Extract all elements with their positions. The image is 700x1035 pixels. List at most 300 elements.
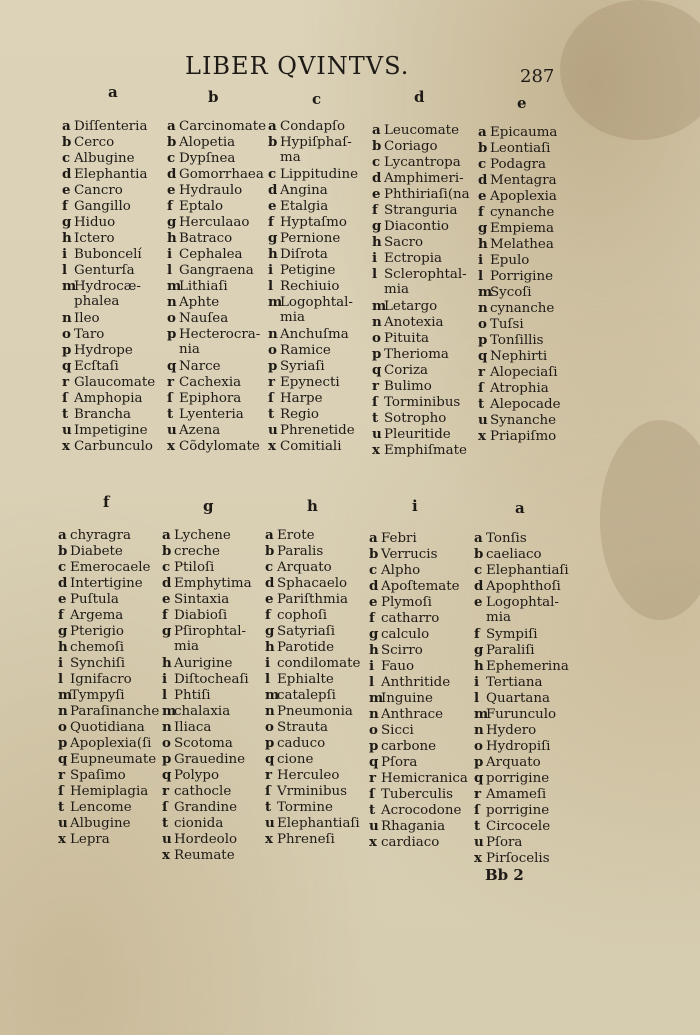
entry-letter: b — [474, 546, 484, 562]
index-entry — [62, 326, 104, 343]
index-entry — [478, 172, 557, 189]
entry-text: Pirſocelis — [486, 851, 550, 866]
index-entry — [372, 346, 449, 363]
entry-letter: n — [474, 722, 484, 738]
index-entry — [167, 246, 243, 263]
entry-letter: x — [265, 831, 273, 847]
entry-letter: d — [372, 170, 382, 186]
entry-letter: l — [162, 687, 168, 703]
index-entry — [167, 342, 200, 358]
entry-letter: ſ — [162, 799, 168, 815]
entry-text: Tormine — [277, 800, 333, 815]
index-entry — [268, 422, 355, 439]
entry-text: Rechiuio — [280, 279, 340, 294]
index-entry — [58, 735, 151, 752]
entry-letter: n — [478, 300, 488, 316]
entry-letter: e — [265, 591, 274, 607]
index-entry — [478, 140, 550, 157]
entry-letter: r — [268, 374, 276, 390]
column-letter: h — [307, 497, 318, 515]
entry-text: Phrenetide — [280, 423, 355, 438]
entry-letter: r — [162, 783, 170, 799]
entry-letter: p — [167, 326, 177, 342]
index-entry — [369, 802, 461, 819]
entry-text: Ictero — [74, 231, 115, 246]
entry-text: Lychene — [174, 528, 231, 543]
index-entry — [478, 364, 558, 381]
entry-letter: g — [372, 218, 382, 234]
page-title: LIBER QVINTVS. — [185, 52, 410, 80]
entry-text: Polypo — [174, 768, 220, 783]
entry-text: Emerocaele — [70, 560, 151, 575]
entry-letter: ſ — [369, 786, 375, 802]
entry-letter: p — [474, 754, 484, 770]
index-entry — [58, 783, 148, 800]
index-entry — [474, 754, 541, 771]
index-entry — [62, 134, 114, 151]
entry-letter: a — [478, 124, 487, 140]
entry-text: Lycantropa — [384, 155, 461, 170]
entry-text: Hydrope — [74, 343, 133, 358]
index-entry — [369, 834, 439, 851]
entry-letter: a — [265, 527, 274, 543]
entry-text: Ephemerina — [486, 659, 569, 674]
entry-letter: h — [162, 655, 172, 671]
index-entry — [58, 543, 123, 560]
index-entry — [474, 594, 559, 611]
entry-letter: b — [268, 134, 278, 150]
index-entry — [372, 394, 460, 411]
index-entry — [162, 815, 223, 832]
entry-letter: r — [369, 770, 377, 786]
index-entry — [372, 282, 409, 298]
index-entry — [372, 234, 423, 251]
index-entry — [372, 330, 429, 347]
entry-text: Gomorrhaea — [179, 167, 264, 182]
entry-text: Apophthoſi — [486, 579, 561, 594]
entry-letter: g — [62, 214, 72, 230]
entry-letter: d — [369, 578, 379, 594]
index-entry — [58, 751, 156, 768]
index-entry — [265, 815, 360, 832]
index-entry — [369, 530, 417, 547]
entry-letter: i — [478, 252, 484, 268]
entry-text: Grandine — [174, 800, 238, 815]
entry-letter: m — [162, 703, 177, 719]
index-entry — [162, 623, 246, 640]
entry-text: Emphytima — [174, 576, 252, 591]
index-entry — [62, 390, 142, 407]
entry-text: Tuſsi — [490, 317, 524, 332]
index-entry — [265, 831, 335, 848]
entry-text: Tympyſi — [70, 688, 125, 703]
entry-text: Spaſimo — [70, 768, 126, 783]
entry-text: Lippitudine — [280, 167, 359, 182]
index-entry — [369, 706, 443, 723]
index-entry — [478, 300, 554, 317]
index-entry — [372, 410, 446, 427]
entry-text: Amphimeri- — [384, 171, 464, 186]
entry-letter: i — [268, 262, 274, 278]
entry-text: Acrocodone — [381, 803, 462, 818]
index-entry — [478, 188, 557, 205]
entry-text: carbone — [381, 739, 437, 754]
index-entry — [265, 783, 347, 800]
entry-letter: r — [58, 767, 66, 783]
index-entry — [62, 214, 115, 231]
entry-letter: b — [167, 134, 177, 150]
entry-text: Batraco — [179, 231, 233, 246]
index-entry — [478, 332, 544, 349]
entry-letter: e — [58, 591, 67, 607]
index-entry — [265, 543, 323, 560]
entry-letter: l — [372, 266, 378, 282]
column-letter: d — [414, 88, 425, 106]
entry-text: Hemiplagia — [70, 784, 149, 799]
entry-letter: o — [268, 342, 277, 358]
entry-text: caeliaco — [486, 547, 542, 562]
entry-letter: o — [265, 719, 274, 735]
entry-text: Empiema — [490, 221, 554, 236]
entry-letter: i — [167, 246, 173, 262]
entry-text: Pleuritide — [384, 427, 451, 442]
entry-letter: b — [162, 543, 172, 559]
entry-text: Genturſa — [74, 263, 135, 278]
index-entry — [268, 262, 335, 279]
entry-text: Synchiſi — [70, 656, 126, 671]
entry-text: Elephantia — [74, 167, 148, 182]
index-entry — [369, 562, 420, 579]
index-entry — [474, 642, 535, 659]
entry-letter: d — [268, 182, 278, 198]
entry-text: Tuberculis — [381, 787, 454, 802]
entry-text: Plymoſi — [381, 595, 432, 610]
index-entry — [478, 204, 554, 221]
entry-text: Cerco — [74, 135, 115, 150]
entry-letter: a — [369, 530, 378, 546]
entry-text: creche — [174, 544, 220, 559]
entry-letter: e — [62, 182, 71, 198]
entry-letter: f — [478, 204, 484, 220]
entry-text: Phthiriaſi(na — [384, 187, 470, 202]
entry-letter: q — [372, 362, 382, 378]
entry-text: Scirro — [381, 643, 423, 658]
index-entry — [474, 562, 569, 579]
entry-letter: c — [268, 166, 277, 182]
entry-text: Anotexia — [384, 315, 444, 330]
entry-text: cophoſi — [277, 608, 328, 623]
entry-text: Diſſenteria — [74, 119, 148, 134]
entry-letter: n — [162, 719, 172, 735]
entry-letter: r — [478, 364, 486, 380]
entry-text: Lyenteria — [179, 407, 244, 422]
entry-letter: t — [268, 406, 275, 422]
index-entry — [162, 575, 252, 592]
entry-letter: q — [167, 358, 177, 374]
index-entry — [162, 735, 233, 752]
column-letter: f — [103, 493, 110, 511]
entry-text: Hiduo — [74, 215, 116, 230]
entry-letter: r — [62, 374, 70, 390]
entry-text: Pſora — [381, 755, 418, 770]
index-entry — [372, 170, 464, 187]
entry-letter: i — [474, 674, 480, 690]
index-entry — [58, 671, 132, 688]
index-entry — [474, 818, 550, 835]
index-entry — [474, 530, 527, 547]
entry-text: Sympiſi — [486, 627, 538, 642]
index-entry — [167, 182, 242, 199]
entry-letter: m — [478, 284, 493, 300]
entry-text: Torminibus — [384, 395, 461, 410]
entry-text: Diacontio — [384, 219, 449, 234]
index-entry — [372, 218, 449, 235]
entry-letter: m — [369, 690, 384, 706]
index-entry — [474, 546, 542, 563]
entry-letter: a — [162, 527, 171, 543]
entry-text: Atrophia — [490, 381, 549, 396]
index-entry — [167, 374, 241, 391]
index-entry — [167, 214, 249, 231]
entry-text: Logophtal- — [280, 295, 353, 310]
column-letter: e — [517, 94, 527, 112]
entry-text: Paraliſi — [486, 643, 535, 658]
entry-letter: g — [369, 626, 379, 642]
entry-text: Ephialte — [277, 672, 334, 687]
entry-text: Syriaſi — [280, 359, 325, 374]
entry-letter: f — [167, 198, 173, 214]
index-entry — [474, 610, 511, 626]
entry-letter: h — [167, 230, 177, 246]
entry-text: mia — [174, 639, 199, 654]
index-entry — [167, 422, 220, 439]
entry-letter: u — [474, 834, 484, 850]
index-entry — [268, 150, 301, 166]
entry-text: Bulimo — [384, 379, 432, 394]
entry-text: Sicci — [381, 723, 414, 738]
entry-letter: d — [265, 575, 275, 591]
entry-letter: u — [167, 422, 177, 438]
entry-letter: h — [265, 639, 275, 655]
entry-text: Diſtocheaſi — [174, 672, 249, 687]
entry-letter: p — [162, 751, 172, 767]
index-entry — [369, 658, 414, 675]
entry-text: cynanche — [490, 205, 555, 220]
index-entry — [372, 362, 428, 379]
index-entry — [265, 655, 360, 672]
entry-text: Pſora — [486, 835, 523, 850]
entry-letter: b — [265, 543, 275, 559]
entry-text: Apoplexia — [490, 189, 557, 204]
column-letter: c — [312, 90, 322, 108]
entry-text: Sotropho — [384, 411, 447, 426]
entry-text: ma — [280, 150, 301, 165]
index-entry — [265, 575, 347, 592]
entry-letter: b — [372, 138, 382, 154]
entry-text: Paraſinanche — [70, 704, 160, 719]
index-entry — [265, 687, 336, 704]
entry-letter: q — [62, 358, 72, 374]
entry-text: Anthritide — [381, 675, 451, 690]
entry-letter: u — [265, 815, 275, 831]
entry-text: Synanche — [490, 413, 557, 428]
entry-letter: q — [369, 754, 379, 770]
entry-letter: p — [265, 735, 275, 751]
entry-text: cione — [277, 752, 314, 767]
index-entry — [58, 767, 126, 784]
entry-letter: d — [474, 578, 484, 594]
index-entry — [58, 591, 119, 608]
entry-text: Gangraena — [179, 263, 254, 278]
entry-letter: q — [478, 348, 488, 364]
entry-text: Grauedine — [174, 752, 246, 767]
entry-letter: i — [369, 658, 375, 674]
index-entry — [58, 559, 150, 576]
entry-text: Brancha — [74, 407, 131, 422]
entry-text: Febri — [381, 531, 417, 546]
entry-text: Fauo — [381, 659, 415, 674]
index-entry — [265, 719, 328, 736]
entry-letter: c — [369, 562, 378, 578]
entry-text: Eptalo — [179, 199, 224, 214]
entry-text: Tonſillis — [490, 333, 544, 348]
paper-stain — [600, 420, 700, 620]
entry-text: Harpe — [280, 391, 323, 406]
index-entry — [62, 262, 135, 279]
entry-letter: u — [58, 815, 68, 831]
signature-mark: Bb 2 — [485, 866, 524, 884]
index-entry — [167, 150, 235, 167]
entry-letter: a — [62, 118, 71, 134]
entry-text: Coriago — [384, 139, 438, 154]
entry-letter: d — [478, 172, 488, 188]
entry-text: Alepocade — [490, 397, 561, 412]
entry-text: Glaucomate — [74, 375, 156, 390]
entry-text: Diſrota — [280, 247, 328, 262]
entry-letter: o — [58, 719, 67, 735]
entry-letter: ſ — [167, 390, 173, 406]
entry-letter: e — [369, 594, 378, 610]
entry-text: Buboncelí — [74, 247, 142, 262]
entry-letter: x — [58, 831, 66, 847]
index-entry — [474, 706, 556, 723]
index-entry — [62, 278, 141, 295]
entry-letter: p — [268, 358, 278, 374]
entry-text: Cõdylomate — [179, 439, 260, 454]
entry-text: Cachexia — [179, 375, 242, 390]
entry-letter: b — [58, 543, 68, 559]
index-entry — [62, 150, 135, 167]
entry-letter: f — [369, 610, 375, 626]
entry-text: Lithiaſi — [179, 279, 228, 294]
entry-text: Apoplexia(ſi — [70, 736, 152, 751]
index-entry — [265, 607, 327, 624]
index-entry — [268, 246, 328, 263]
index-entry — [268, 182, 328, 199]
entry-text: Gangillo — [74, 199, 131, 214]
entry-letter: r — [265, 767, 273, 783]
entry-letter: m — [474, 706, 489, 722]
entry-letter: i — [58, 655, 64, 671]
entry-text: Cancro — [74, 183, 123, 198]
index-entry — [268, 358, 325, 375]
entry-letter: a — [474, 530, 483, 546]
entry-text: Impetigine — [74, 423, 148, 438]
entry-letter: l — [167, 262, 173, 278]
entry-text: Hydrocæ- — [74, 279, 141, 294]
entry-text: Vrminibus — [277, 784, 348, 799]
entry-text: Lencome — [70, 800, 132, 815]
entry-letter: m — [372, 298, 387, 314]
entry-letter: m — [265, 687, 280, 703]
entry-text: Comitiali — [280, 439, 342, 454]
index-entry — [268, 166, 358, 183]
index-entry — [478, 316, 524, 333]
entry-letter: o — [162, 735, 171, 751]
entry-text: Carcinomate — [179, 119, 267, 134]
index-entry — [268, 310, 305, 326]
index-entry — [162, 703, 230, 720]
index-entry — [162, 831, 237, 848]
entry-text: chalaxia — [174, 704, 231, 719]
entry-letter: u — [369, 818, 379, 834]
entry-text: Nauſea — [179, 311, 229, 326]
entry-text: condilomate — [277, 656, 361, 671]
entry-letter: l — [268, 278, 274, 294]
entry-letter: c — [478, 156, 487, 172]
index-entry — [167, 118, 266, 135]
entry-text: Epulo — [490, 253, 530, 268]
index-entry — [372, 122, 459, 139]
entry-text: Hemicranica — [381, 771, 468, 786]
entry-text: mia — [486, 610, 511, 625]
entry-text: Diabete — [70, 544, 123, 559]
entry-letter: f — [265, 607, 271, 623]
entry-letter: p — [478, 332, 488, 348]
entry-text: Herculaao — [179, 215, 250, 230]
entry-letter: i — [265, 655, 271, 671]
entry-text: Puſtula — [70, 592, 119, 607]
index-entry — [58, 815, 131, 832]
index-entry — [58, 639, 124, 656]
entry-letter: g — [265, 623, 275, 639]
entry-text: Nephirti — [490, 349, 548, 364]
index-entry — [58, 527, 131, 544]
entry-text: catharro — [381, 611, 440, 626]
entry-text: Logophtal- — [486, 595, 559, 610]
index-entry — [478, 124, 557, 141]
index-entry — [162, 543, 220, 560]
entry-letter: o — [478, 316, 487, 332]
entry-letter: h — [62, 230, 72, 246]
entry-text: Herculeo — [277, 768, 340, 783]
entry-text: Albugine — [70, 816, 131, 831]
index-entry — [167, 406, 244, 423]
index-entry — [167, 278, 228, 295]
index-entry — [478, 268, 553, 285]
index-entry — [478, 220, 554, 237]
entry-text: Therioma — [384, 347, 449, 362]
entry-letter: e — [162, 591, 171, 607]
entry-text: Arquato — [486, 755, 541, 770]
entry-letter: h — [474, 658, 484, 674]
index-entry — [162, 607, 227, 624]
entry-text: Furunculo — [486, 707, 557, 722]
index-entry — [58, 831, 110, 848]
entry-text: Iliaca — [174, 720, 212, 735]
entry-text: Pſirophtal- — [174, 624, 247, 639]
entry-letter: ſ — [372, 394, 378, 410]
